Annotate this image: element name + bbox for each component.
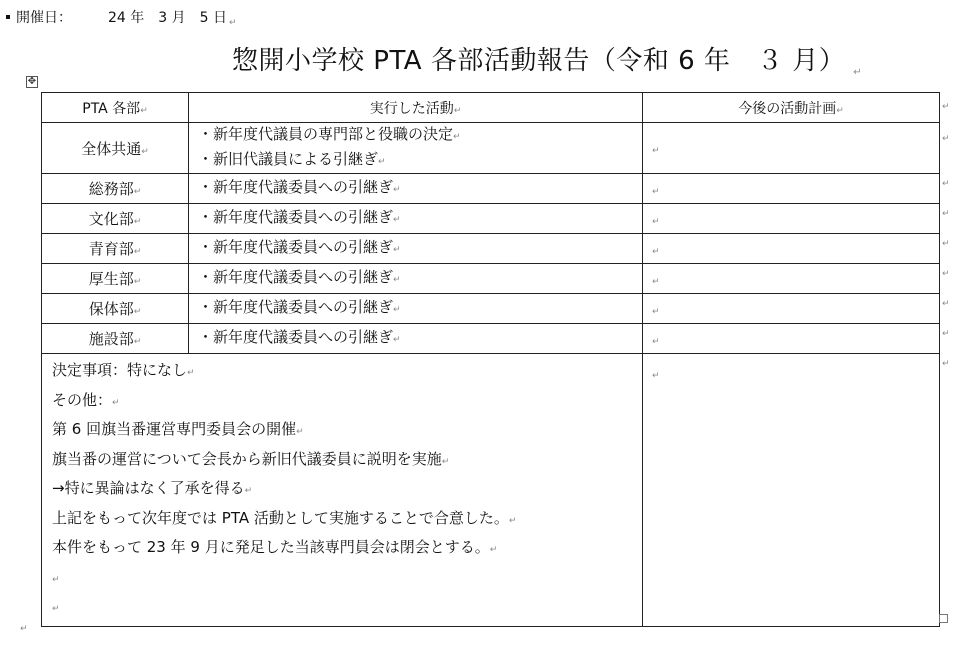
header-activities[interactable]: 実行した活動↵ [189, 93, 643, 123]
plan-cell[interactable]: ↵ [643, 234, 940, 264]
table-row [42, 264, 940, 294]
table-row [42, 234, 940, 264]
department-cell[interactable]: 施設部↵ [42, 324, 189, 354]
notes-row [42, 354, 940, 627]
notes-line: 旗当番の運営について会長から新旧代議委員に説明を実施↵ [52, 449, 450, 468]
activity-cell[interactable]: ・新年度代議委員への引継ぎ↵ [189, 204, 643, 234]
table-row [42, 204, 940, 234]
department-cell[interactable]: 保体部↵ [42, 294, 189, 324]
meeting-date-line [6, 7, 237, 28]
header-department[interactable]: PTA 各部↵ [42, 93, 189, 123]
table-row [42, 123, 940, 174]
meeting-date-value: 24 年 3 月 5 日 [108, 10, 227, 26]
paragraph-mark-icon: ↵ [20, 624, 28, 634]
table-row [42, 324, 940, 354]
plan-cell[interactable]: ↵ [643, 264, 940, 294]
row-end-mark-icon: ↵ [942, 299, 950, 309]
row-end-mark-icon: ↵ [942, 102, 950, 112]
title-text: 惣開小学校 PTA 各部活動報告（令和 6 年 ３ 月） [232, 46, 846, 76]
notes-line: →特に異論はなく了承を得る↵ [52, 479, 253, 497]
plan-cell[interactable]: ↵ [643, 123, 940, 174]
activity-cell[interactable]: ・新年度代議委員への引継ぎ↵ [189, 174, 643, 204]
row-end-mark-icon: ↵ [942, 209, 950, 219]
activity-cell[interactable]: ・新年度代議員の専門部と役職の決定↵ ・新旧代議員による引継ぎ↵ [189, 123, 643, 174]
department-cell[interactable]: 青育部↵ [42, 234, 189, 264]
report-table [41, 92, 940, 627]
table-row [42, 174, 940, 204]
plan-cell[interactable]: ↵ [643, 324, 940, 354]
paragraph-mark-icon: ↵ [228, 18, 237, 28]
row-end-mark-icon: ↵ [942, 329, 950, 339]
activity-cell[interactable]: ・新年度代議委員への引継ぎ↵ [189, 234, 643, 264]
meeting-date-label: 開催日： [16, 10, 72, 26]
row-end-mark-icon: ↵ [942, 134, 950, 144]
row-end-mark-icon: ↵ [942, 269, 950, 279]
activity-cell[interactable]: ・新年度代議委員への引継ぎ↵ [189, 324, 643, 354]
activity-cell[interactable]: ・新年度代議委員への引継ぎ↵ [189, 294, 643, 324]
page-title [232, 40, 862, 78]
department-cell[interactable]: 厚生部↵ [42, 264, 189, 294]
row-end-mark-icon: ↵ [942, 179, 950, 189]
notes-line: 決定事項：特になし↵ [52, 361, 195, 379]
notes-line: 上記をもって次年度では PTA 活動として実施することで合意した。↵ [52, 508, 517, 527]
plan-cell[interactable]: ↵ [643, 294, 940, 324]
notes-line: その他：↵ [52, 390, 120, 409]
department-cell[interactable]: 全体共通↵ [42, 123, 189, 174]
row-end-mark-icon: ↵ [942, 239, 950, 249]
row-end-mark-icon: ↵ [942, 359, 950, 369]
notes-line: 第 6 回旗当番運営専門委員会の開催↵ [52, 420, 304, 438]
plan-cell[interactable]: ↵ [643, 354, 940, 627]
department-cell[interactable]: 総務部↵ [42, 174, 189, 204]
table-row [42, 294, 940, 324]
department-cell[interactable]: 文化部↵ [42, 204, 189, 234]
notes-cell[interactable] [42, 354, 643, 627]
notes-line: 本件をもって 23 年 9 月に発足した当該専門員会は閉会とする。↵ [52, 538, 498, 556]
header-plans[interactable]: 今後の活動計画↵ [643, 93, 940, 123]
plan-cell[interactable]: ↵ [643, 174, 940, 204]
table-resize-handle[interactable] [939, 614, 948, 623]
notes-line: ↵ [52, 574, 60, 585]
activity-cell[interactable]: ・新年度代議委員への引継ぎ↵ [189, 264, 643, 294]
notes-line: ↵ [52, 604, 60, 614]
plan-cell[interactable]: ↵ [643, 204, 940, 234]
table-move-handle-icon[interactable]: ✥ [27, 76, 37, 87]
paragraph-mark-icon: ↵ [853, 67, 863, 78]
bullet-icon [6, 15, 10, 19]
